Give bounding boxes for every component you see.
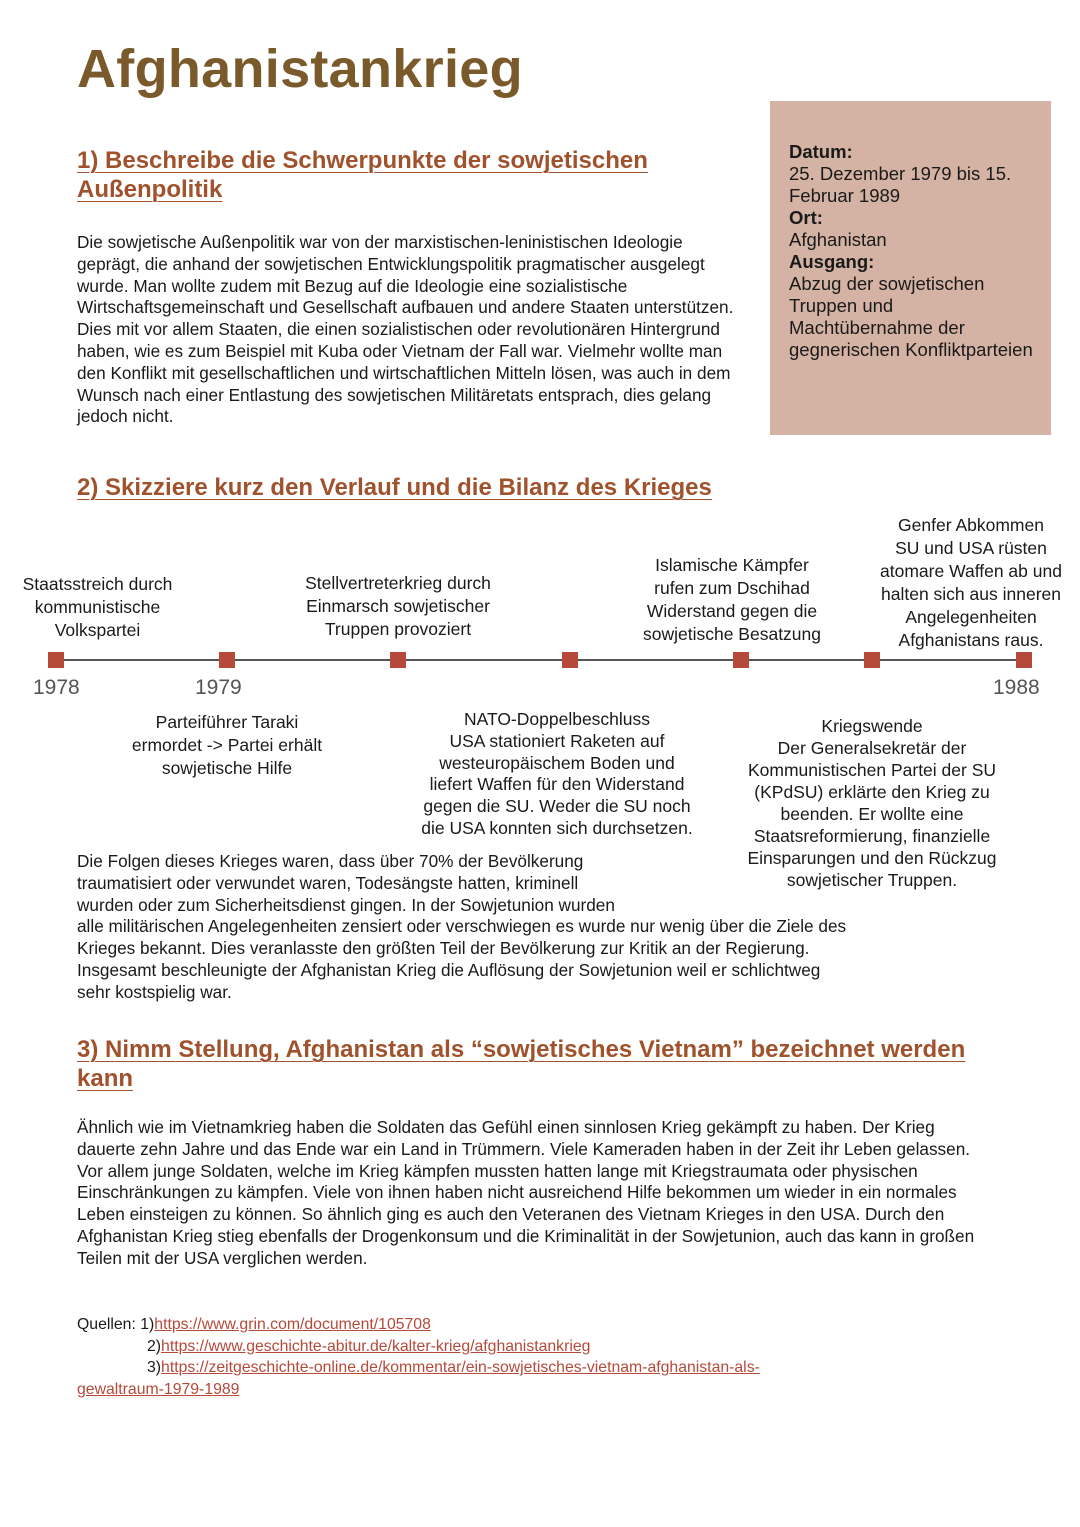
event-line: Genfer Abkommen xyxy=(898,515,1044,535)
event-line: kommunistische xyxy=(34,597,161,617)
timeline-marker xyxy=(733,652,749,668)
event-line: halten sich aus inneren xyxy=(881,584,1061,604)
event-line: Der Generalsekretär der xyxy=(777,738,967,758)
page-title: Afghanistankrieg xyxy=(77,39,523,99)
timeline-event-above xyxy=(618,554,846,646)
event-line: atomare Waffen ab und xyxy=(880,561,1062,581)
event-line: Parteiführer Taraki xyxy=(155,712,299,732)
timeline-marker xyxy=(219,652,235,668)
event-line: Einmarsch sowjetischer xyxy=(306,596,490,616)
event-line: ermordet -> Partei erhält xyxy=(131,735,323,755)
source-link-1[interactable]: https://www.grin.com/document/105708 xyxy=(154,1316,431,1333)
section1-heading-line1: 1) Beschreibe die Schwerpunkte der sowjetischen xyxy=(77,147,648,174)
event-line: Kriegswende xyxy=(821,716,923,736)
paragraph-line: alle militärischen Angelegenheiten zensiert oder verschwiegen es wurde nur wenig über die Ziele des xyxy=(77,916,847,937)
datum-value: 25. Dezember 1979 bis 15. Februar 1989 xyxy=(789,163,1012,206)
event-line: die USA konnten sich durchsetzen. xyxy=(421,817,693,838)
timeline-marker xyxy=(864,652,880,668)
timeline-year: 1979 xyxy=(195,676,242,699)
event-line: Widerstand gegen die xyxy=(646,601,818,621)
event-line: USA stationiert Raketen auf xyxy=(449,730,665,751)
source-number: 3) xyxy=(147,1359,162,1376)
timeline-marker xyxy=(48,652,64,668)
paragraph-line: sehr kostspielig war. xyxy=(77,981,232,1002)
timeline-year: 1988 xyxy=(993,676,1040,699)
event-line: Staatsreformierung, finanzielle xyxy=(753,826,991,846)
event-line: Afghanistans raus. xyxy=(898,630,1044,650)
ort-label: Ort: xyxy=(789,207,823,228)
event-line: Staatsstreich durch xyxy=(22,574,173,594)
source-link-3[interactable]: https://zeitgeschichte-online.de/kommentar/ein-sowjetisches-vietnam-afghanistan-als- xyxy=(161,1359,760,1376)
info-box xyxy=(770,101,1051,435)
paragraph-line: Insgesamt beschleunigte der Afghanistan Krieg die Auflösung der Sowjetunion weil er schlichtweg xyxy=(77,959,821,980)
sources-label: Quellen: 1) xyxy=(77,1316,155,1333)
event-line: beenden. Er wollte eine xyxy=(780,804,964,824)
timeline-event-above xyxy=(278,572,518,641)
ort-value: Afghanistan xyxy=(789,229,887,250)
timeline-year: 1978 xyxy=(33,676,80,699)
timeline-event-below xyxy=(108,711,346,780)
source-number: 2) xyxy=(147,1337,162,1355)
section3-heading-line1: 3) Nimm Stellung, Afghanistan als “sowjetisches Vietnam” bezeichnet werden xyxy=(77,1036,966,1063)
section3-heading xyxy=(77,1035,1037,1093)
paragraph-line: traumatisiert oder verwundet waren, Todesängste hatten, kriminell xyxy=(77,872,579,893)
event-line: NATO-Doppelbeschluss xyxy=(463,709,651,729)
ausgang-label: Ausgang: xyxy=(789,251,875,272)
event-line: Kommunistischen Partei der SU xyxy=(747,760,997,780)
timeline-marker xyxy=(1016,652,1032,668)
paragraph-line: Krieges bekannt. Dies veranlasste den größten Teil der Bevölkerung zur Kritik an der Regierung. xyxy=(77,938,810,959)
event-line: Islamische Kämpfer xyxy=(655,555,809,575)
source-link-2[interactable]: https://www.geschichte-abitur.de/kalter-krieg/afghanistankrieg xyxy=(161,1337,591,1355)
event-line: liefert Waffen für den Widerstand xyxy=(429,774,685,795)
event-line: rufen zum Dschihad xyxy=(654,578,810,598)
sources xyxy=(77,1314,1037,1400)
section3-heading-line2: kann xyxy=(77,1065,134,1092)
section1-heading xyxy=(77,146,757,204)
paragraph-line: wurden oder zum Sicherheitsdienst gingen. In der Sowjetunion wurden xyxy=(77,894,615,915)
section2-heading: 2) Skizziere kurz den Verlauf und die Bilanz des Krieges xyxy=(77,474,712,501)
section1-paragraph: Die sowjetische Außenpolitik war von der marxistischen-leninistischen Ideologie geprägt, die anhand der sowjetischen Entwicklungspolitik pragmatischer ausgelegt wurde. Man wollte zudem mit Bezug auf die Ideologie eine sozialistische Wirtschaftsgemeinschaft und Gesellschaft aufbauen und andere Staaten unterstützen. Dies mit vor allem Staaten, die einen sozialistischen oder revolutionären Hintergrund haben, wie es zum Beispiel mit Kuba oder Vietnam der Fall war. Vielmehr wollte man den Konflikt mit gesellschaftlichen und wirtschaftlichen Mitteln lösen, was auch in dem Wunsch nach einer Entlastung des sowjetischen Militäretats entsprach, dies gelang jedoch nicht. xyxy=(77,232,734,427)
section3-paragraph: Ähnlich wie im Vietnamkrieg haben die Soldaten das Gefühl einen sinnlosen Krieg gekämpft zu haben. Der Krieg dauerte zehn Jahre und das Ende war ein Land in Trümmern. Viele Kameraden haben in der Zeit ihr Leben gelassen. Vor allem junge Soldaten, welche im Krieg kämpfen mussten hatten lange mit Kriegstraumata oder physischen Einschränkungen zu kämpfen. Viele von ihnen haben nicht ausreichend Hilfe bekommen um wieder in ein normales Leben einsteigen zu können. So ähnlich ging es auch den Veteranen des Vietnam Krieges in den USA. Durch den Afghanistan Krieg stieg ebenfalls der Drogenkonsum und die Kriminalität in der Sowjetunion, auch das kann in großen Teilen mit der USA verglichen werden. xyxy=(77,1117,975,1268)
event-line: Volkspartei xyxy=(54,620,141,640)
ausgang-value: Abzug der sowjetischen Truppen und Machtübernahme der gegnerischen Konfliktparteien xyxy=(789,273,1033,360)
timeline-event-above xyxy=(862,514,1080,652)
event-line: westeuropäischem Boden und xyxy=(439,752,675,773)
event-line: Stellvertreterkrieg durch xyxy=(305,573,491,593)
timeline-marker xyxy=(562,652,578,668)
source-link-3-continued[interactable]: gewaltraum-1979-1989 xyxy=(77,1380,240,1398)
event-line: sowjetische Hilfe xyxy=(161,758,293,778)
section1-heading-line2: Außenpolitik xyxy=(77,176,223,203)
consequences-paragraph xyxy=(77,851,1037,1004)
event-line: sowjetischer Truppen. xyxy=(786,870,958,890)
event-line: Truppen provoziert xyxy=(324,619,472,639)
event-line: gegen die SU. Weder die SU noch xyxy=(423,796,691,817)
datum-label: Datum: xyxy=(789,141,853,162)
event-line: Einsparungen und den Rückzug xyxy=(747,848,997,868)
event-line: Angelegenheiten xyxy=(905,607,1037,627)
timeline-marker xyxy=(390,652,406,668)
event-line: (KPdSU) erklärte den Krieg zu xyxy=(754,782,990,802)
timeline-event-above xyxy=(0,573,195,642)
event-line: sowjetische Besatzung xyxy=(642,624,822,644)
paragraph-line: Die Folgen dieses Krieges waren, dass über 70% der Bevölkerung xyxy=(77,851,584,871)
timeline-event-below xyxy=(393,709,721,840)
event-line: SU und USA rüsten xyxy=(895,538,1047,558)
